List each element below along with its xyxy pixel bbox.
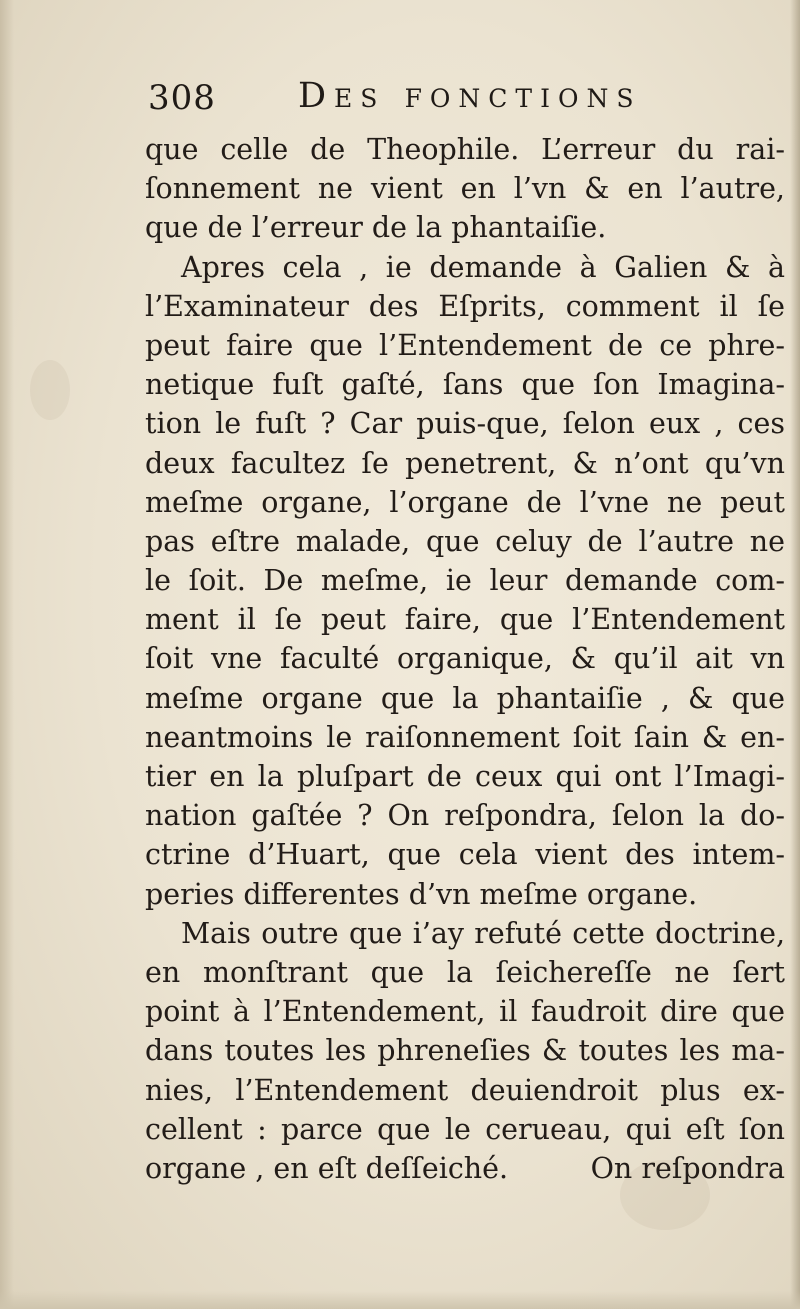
page-bottom-edge — [0, 1291, 800, 1309]
running-head-title: Des fonctions — [298, 76, 642, 116]
text-line: peries differentes d’vn meſme organe. — [145, 877, 698, 911]
text-line: meſme organe, l’organe de l’vne ne peut — [145, 485, 785, 519]
page-gutter-shadow — [0, 0, 14, 1309]
text-line: dans toutes les phreneſies & toutes les ma- — [145, 1034, 785, 1068]
text-line: que de l’erreur de la phantaiſie. — [145, 211, 607, 245]
text-line: Apres cela , ie demande à Galien & à — [181, 250, 785, 284]
text-line: Mais outre que i’ay refuté cette doctrine, — [181, 916, 785, 950]
text-line: pas eſtre malade, que celuy de l’autre ne — [145, 524, 785, 558]
text-line: ſoit vne faculté organique, & qu’il ait vn — [145, 642, 785, 676]
page-right-edge — [790, 0, 800, 1309]
final-line-text: organe , en eſt deſſeiché. — [145, 1151, 509, 1185]
text-line: ſonnement ne vient en l’vn & en l’autre, — [145, 172, 785, 206]
text-line: cellent : parce que le cerueau, qui eſt ſon — [145, 1112, 785, 1146]
text-line: nies, l’Entendement deuiendroit plus ex- — [145, 1073, 785, 1107]
text-line: deux facultez ſe penetrent, & n’ont qu’vn — [145, 446, 785, 480]
text-line: nation gaſtée ? On reſpondra, ſelon la do- — [145, 799, 785, 833]
running-head — [140, 72, 740, 122]
text-line: neantmoins le raiſonnement ſoit ſain & en- — [145, 720, 785, 754]
text-line: en monſtrant que la ſeichereſſe ne ſert — [145, 955, 785, 989]
text-line: ment il ſe peut faire, que l’Entendement — [145, 603, 785, 637]
catchword: On reſpondra — [590, 1151, 785, 1185]
body-text — [145, 130, 785, 1188]
text-line: l’Examinateur des Eſprits, comment il ſe — [145, 289, 785, 323]
text-line: le ſoit. De meſme, ie leur demande com- — [145, 564, 785, 598]
text-line: peut faire que l’Entendement de ce phre- — [145, 328, 785, 362]
final-text-line — [145, 1149, 785, 1188]
text-line: meſme organe que la phantaiſie , & que — [145, 681, 785, 715]
text-line: point à l’Entendement, il faudroit dire que — [145, 995, 785, 1029]
text-line: que celle de Theophile. L’erreur du rai- — [145, 133, 785, 166]
paper-stain — [30, 360, 70, 420]
text-line: netique fuſt gaſté, ſans que ſon Imagina- — [145, 368, 785, 402]
text-line: tier en la pluſpart de ceux qui ont l’Imagi- — [145, 760, 785, 793]
text-line: ctrine d’Huart, que cela vient des intem- — [145, 838, 785, 872]
page-number: 308 — [148, 78, 216, 118]
text-line: tion le fuſt ? Car puis-que, ſelon eux , ces — [145, 407, 785, 441]
